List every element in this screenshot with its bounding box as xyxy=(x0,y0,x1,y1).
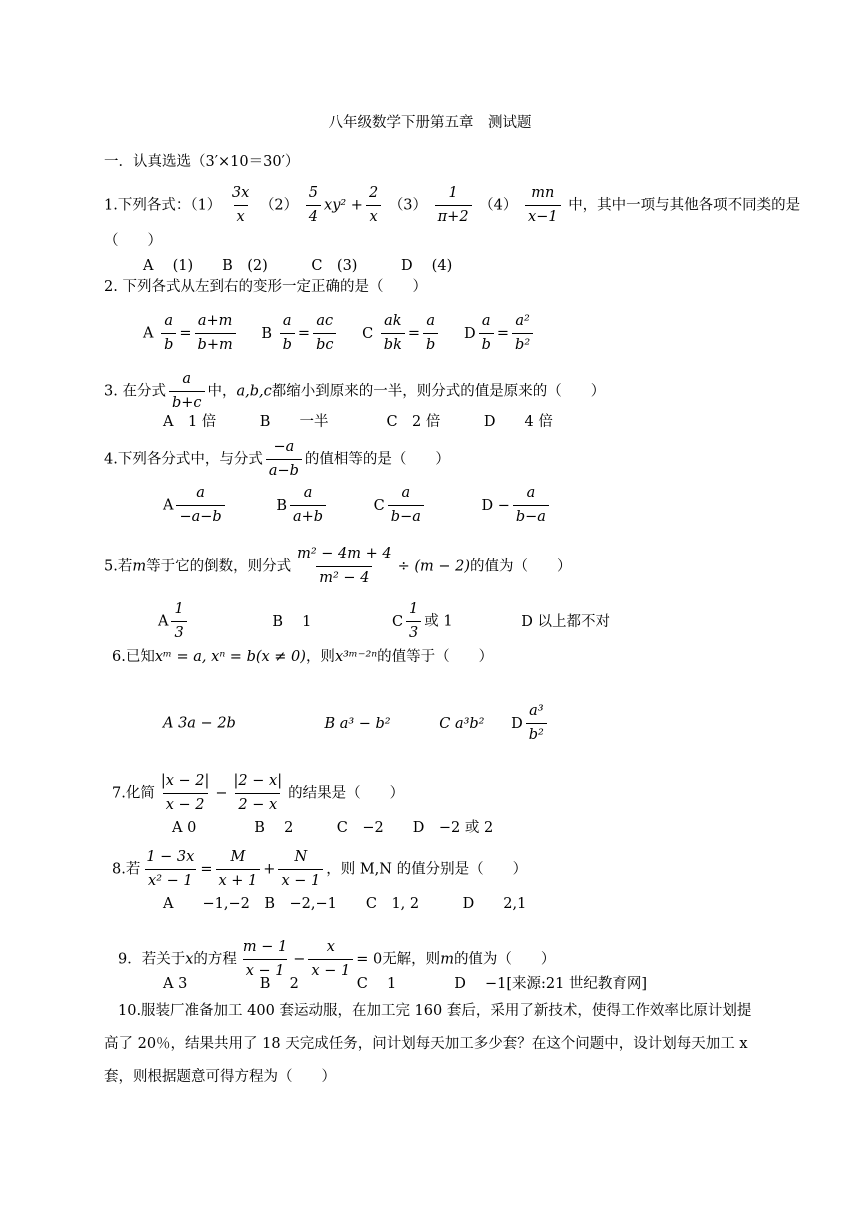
q3-frac-den: b+c xyxy=(169,391,205,413)
q2-d-left xyxy=(479,312,494,355)
q2-option-b-label: B xyxy=(261,325,272,342)
q3-options: A 1 倍 B 一半 C 2 倍 D 4 倍 xyxy=(163,414,553,430)
question-3-stem xyxy=(104,370,605,413)
q5-option-b: B 1 xyxy=(272,613,312,630)
q5-option-c-den: 3 xyxy=(406,621,421,643)
q2-b-right-num: ac xyxy=(316,313,334,329)
q7-frac1-den: x − 2 xyxy=(163,793,208,815)
question-4-stem xyxy=(104,438,450,481)
q1-frac2a xyxy=(306,184,321,227)
q6-option-c: C a³b² xyxy=(439,715,485,732)
q6-option-d-label: D xyxy=(511,715,523,732)
q9-options: A 3 B 2 C 1 D −1[来源:21 世纪教育网] xyxy=(163,976,648,992)
q4-option-c xyxy=(388,484,424,527)
q9-frac1-den: x − 1 xyxy=(243,959,288,981)
q1-frac2b xyxy=(366,184,381,227)
q5-prefix: 5.若 xyxy=(104,558,133,575)
q2-option-c-label: C xyxy=(362,325,374,342)
q4-option-b-num: a xyxy=(303,485,313,501)
q2-options: A $\frac{a}{b}$ = $\frac{a+m}{b+m}$ B $\frac{a}{b}$ = $\frac{ac}{bc}$ C $\frac{ak}{bk}$ = $\frac{a}{b}$ D $\frac{a}{b}$ = $\frac{\text{a²}}{\text{b²}}$ xyxy=(143,312,536,355)
q5-option-a-den: 3 xyxy=(171,621,186,643)
q2-c-right-den: b xyxy=(423,333,438,355)
q3-vars: a,b,c xyxy=(236,383,272,400)
q6-options xyxy=(163,702,550,745)
page-title: 八年级数学下册第五章 测试题 xyxy=(328,115,532,131)
q2-b-left-num: a xyxy=(282,313,292,329)
q1-frac1 xyxy=(229,184,252,227)
q4-frac-den: a−b xyxy=(266,459,302,481)
q2-c-right-num: a xyxy=(426,313,435,329)
section-label: 一．认真选选（ xyxy=(104,154,206,170)
q2-b-left xyxy=(280,312,295,355)
q3-frac-num: a xyxy=(182,371,192,387)
q2-b-left-den: b xyxy=(280,333,295,355)
q1-frac3-num: 1 xyxy=(448,185,458,201)
q8-prefix: 8.若 xyxy=(112,861,141,878)
q7-frac2-den: 2 − x xyxy=(235,793,280,815)
q6-mid: ，则 xyxy=(305,649,335,665)
q9-frac1-num: m − 1 xyxy=(242,939,288,955)
q1-frac3-den: π+2 xyxy=(435,205,472,227)
q1-marker4: （4） xyxy=(479,197,518,214)
q6-suffix: 的值等于（ ） xyxy=(377,649,494,665)
q2-a-right-den: b+m xyxy=(195,333,236,355)
question-5-stem xyxy=(104,545,572,588)
q1-frac1-num: 3x xyxy=(231,185,250,201)
q8-frac1-num: 1 − 3x xyxy=(146,849,195,865)
q4-option-a-num: a xyxy=(196,485,205,501)
q1-paren: （ ） xyxy=(104,233,162,249)
q5-frac xyxy=(294,545,395,588)
q8-equals: = xyxy=(200,861,213,878)
q9-frac2-den: x − 1 xyxy=(308,959,353,981)
q3-mid: 中， xyxy=(207,383,237,400)
q8-frac2-num: M xyxy=(230,849,246,865)
q5-option-c-label: C xyxy=(391,613,404,630)
q8-frac3 xyxy=(278,848,323,891)
q5-options xyxy=(158,600,610,643)
q9-mid2: 无解，则 xyxy=(382,951,441,968)
question-10-line1: 10.服装厂准备加工 400 套运动服，在加工完 160 套后，采用了新技术，使得工作效率比原计划提 xyxy=(118,1003,752,1019)
q5-option-a-label: A xyxy=(158,613,169,630)
q2-a-left-den: b xyxy=(161,333,176,355)
q5-tail: ÷ (m − 2) xyxy=(397,558,471,575)
q1-options: A (1) B (2) C (3) D (4) xyxy=(143,258,453,274)
q8-options: A −1,−2 B −2,−1 C 1, 2 D 2,1 xyxy=(163,896,527,912)
q2-a-right xyxy=(195,312,236,355)
q8-frac3-num: N xyxy=(294,849,308,865)
q1-frac4-num: mn xyxy=(531,185,555,201)
q7-suffix: 的结果是（ ） xyxy=(288,785,405,802)
q1-suffix: 中，其中一项与其他各项不同类的是 xyxy=(568,197,801,214)
q1-frac4-den: x−1 xyxy=(525,205,561,227)
question-10-line3: 套，则根据题意可得方程为（ ） xyxy=(104,1069,336,1085)
q7-options: A 0 B 2 C −2 D −2 或 2 xyxy=(172,820,494,836)
q2-a-right-num: a+m xyxy=(197,313,233,329)
section-heading xyxy=(104,152,299,172)
q6-option-a: A 3a − 2b xyxy=(163,715,236,732)
q3-prefix: 3. 在分式 xyxy=(104,383,166,400)
q1-frac2-mid: xy² + xyxy=(324,197,363,214)
q4-option-b-den: a+b xyxy=(290,505,326,527)
q7-minus: − xyxy=(215,785,228,802)
section-score: 3′×10＝30′ xyxy=(205,154,285,170)
q4-option-d-den: b−a xyxy=(513,505,549,527)
q9-var2: m xyxy=(440,951,454,968)
q4-option-c-num: a xyxy=(401,485,411,501)
q2-d-left-den: b xyxy=(479,333,494,355)
q7-frac1-num: |x − 2| xyxy=(160,773,210,789)
q1-frac1-den: x xyxy=(234,205,248,227)
question-1-stem xyxy=(104,184,800,227)
q9-mid: 的方程 xyxy=(193,951,237,968)
q6-expression: x³ᵐ⁻²ⁿ xyxy=(334,649,378,665)
q1-frac2b-num: 2 xyxy=(368,185,379,201)
q5-suffix: 的值为（ ） xyxy=(470,558,572,575)
q9-prefix: 9．若关于 xyxy=(118,951,186,968)
q7-prefix: 7.化简 xyxy=(112,785,155,802)
q8-frac3-den: x − 1 xyxy=(278,869,323,891)
q4-option-d-label: D − xyxy=(481,497,510,514)
question-8-stem xyxy=(112,848,527,891)
q1-marker3: （3） xyxy=(388,197,428,214)
q8-frac1 xyxy=(143,848,197,891)
q5-option-c xyxy=(406,600,421,643)
q8-plus: + xyxy=(263,861,276,878)
question-10-line2: 高了 20％，结果共用了 18 天完成任务，问计划每天加工多少套？在这个问题中，设计划每天加工 x xyxy=(104,1036,748,1052)
q3-frac xyxy=(169,370,205,413)
q4-frac-num: −a xyxy=(273,439,295,455)
q5-option-c-tail: 或 1 xyxy=(424,613,453,630)
q2-d-right-den: b² xyxy=(512,333,533,355)
q9-suffix: 的值为（ ） xyxy=(453,951,556,968)
q2-c-left xyxy=(381,312,405,355)
q2-a-left xyxy=(161,312,176,355)
q5-var: m xyxy=(132,558,147,575)
q5-option-a xyxy=(171,600,186,643)
question-6-stem xyxy=(112,647,493,667)
q2-c-left-den: bk xyxy=(381,333,405,355)
q8-suffix: ，则 M,N 的值分别是（ ） xyxy=(326,861,528,878)
q2-d-left-num: a xyxy=(481,313,491,329)
q2-b-right-den: bc xyxy=(313,333,336,355)
q8-frac1-den: x² − 1 xyxy=(145,869,196,891)
q7-frac2 xyxy=(231,772,286,815)
q1-marker2: （2） xyxy=(259,197,299,214)
q5-option-c-num: 1 xyxy=(409,601,419,617)
q8-frac2 xyxy=(216,848,261,891)
q6-condition: xᵐ = a, xⁿ = b(x ≠ 0) xyxy=(154,649,306,665)
q6-option-b: B a³ − b² xyxy=(324,715,391,732)
q7-frac2-num: |2 − x| xyxy=(233,773,283,789)
q4-option-a xyxy=(176,484,224,527)
q9-frac2-num: x xyxy=(326,939,335,955)
q4-option-c-label: C xyxy=(373,497,385,514)
q9-equals: = 0 xyxy=(356,951,383,968)
q5-option-d: D 以上都不对 xyxy=(521,613,610,630)
q5-frac-num: m² − 4m + 4 xyxy=(297,546,392,562)
q1-frac3 xyxy=(435,184,472,227)
q2-b-right xyxy=(313,312,336,355)
q4-option-d xyxy=(513,484,549,527)
q4-frac xyxy=(266,438,302,481)
q2-d-right-num: a² xyxy=(515,313,530,329)
q8-frac2-den: x + 1 xyxy=(216,869,261,891)
q5-mid: 等于它的倒数，则分式 xyxy=(146,558,292,575)
q4-option-c-den: b−a xyxy=(388,505,424,527)
section-close: ） xyxy=(284,154,300,170)
question-2-stem: 2. 下列各式从左到右的变形一定正确的是（ ） xyxy=(104,279,427,295)
q2-a-left-num: a xyxy=(164,313,174,329)
q5-frac-den: m² − 4 xyxy=(316,566,372,588)
q3-suffix: 都缩小到原来的一半，则分式的值是原来的（ ） xyxy=(271,383,606,400)
q1-prefix: 1.下列各式：（1） xyxy=(104,197,222,214)
q4-prefix: 4.下列各分式中，与分式 xyxy=(104,451,263,468)
q4-option-a-den: −a−b xyxy=(176,505,224,527)
q6-option-d-num: a³ xyxy=(529,703,544,719)
q1-frac2b-den: x xyxy=(366,205,380,227)
q5-option-a-num: 1 xyxy=(174,601,184,617)
question-7-stem xyxy=(112,772,404,815)
q9-minus: − xyxy=(293,951,306,968)
q2-option-a-label: A xyxy=(143,325,154,342)
q4-option-b-label: B xyxy=(276,497,287,514)
q4-suffix: 的值相等的是（ ） xyxy=(304,451,450,468)
q1-frac2a-den: 4 xyxy=(306,205,321,227)
q7-frac1 xyxy=(158,772,213,815)
q2-c-left-num: ak xyxy=(384,313,402,329)
q1-frac4 xyxy=(525,184,561,227)
q2-d-right xyxy=(512,312,533,355)
q2-option-d-label: D xyxy=(463,325,476,342)
q4-option-a-label: A xyxy=(163,497,174,514)
q6-option-d xyxy=(526,702,547,745)
q6-option-d-den: b² xyxy=(526,723,547,745)
q4-option-b xyxy=(290,484,326,527)
q6-prefix: 6.已知 xyxy=(112,649,155,665)
q2-c-right xyxy=(423,312,438,355)
q4-option-d-num: a xyxy=(526,485,536,501)
q9-var: x xyxy=(185,951,194,968)
q1-frac2a-num: 5 xyxy=(308,185,319,201)
q4-options xyxy=(163,484,552,527)
